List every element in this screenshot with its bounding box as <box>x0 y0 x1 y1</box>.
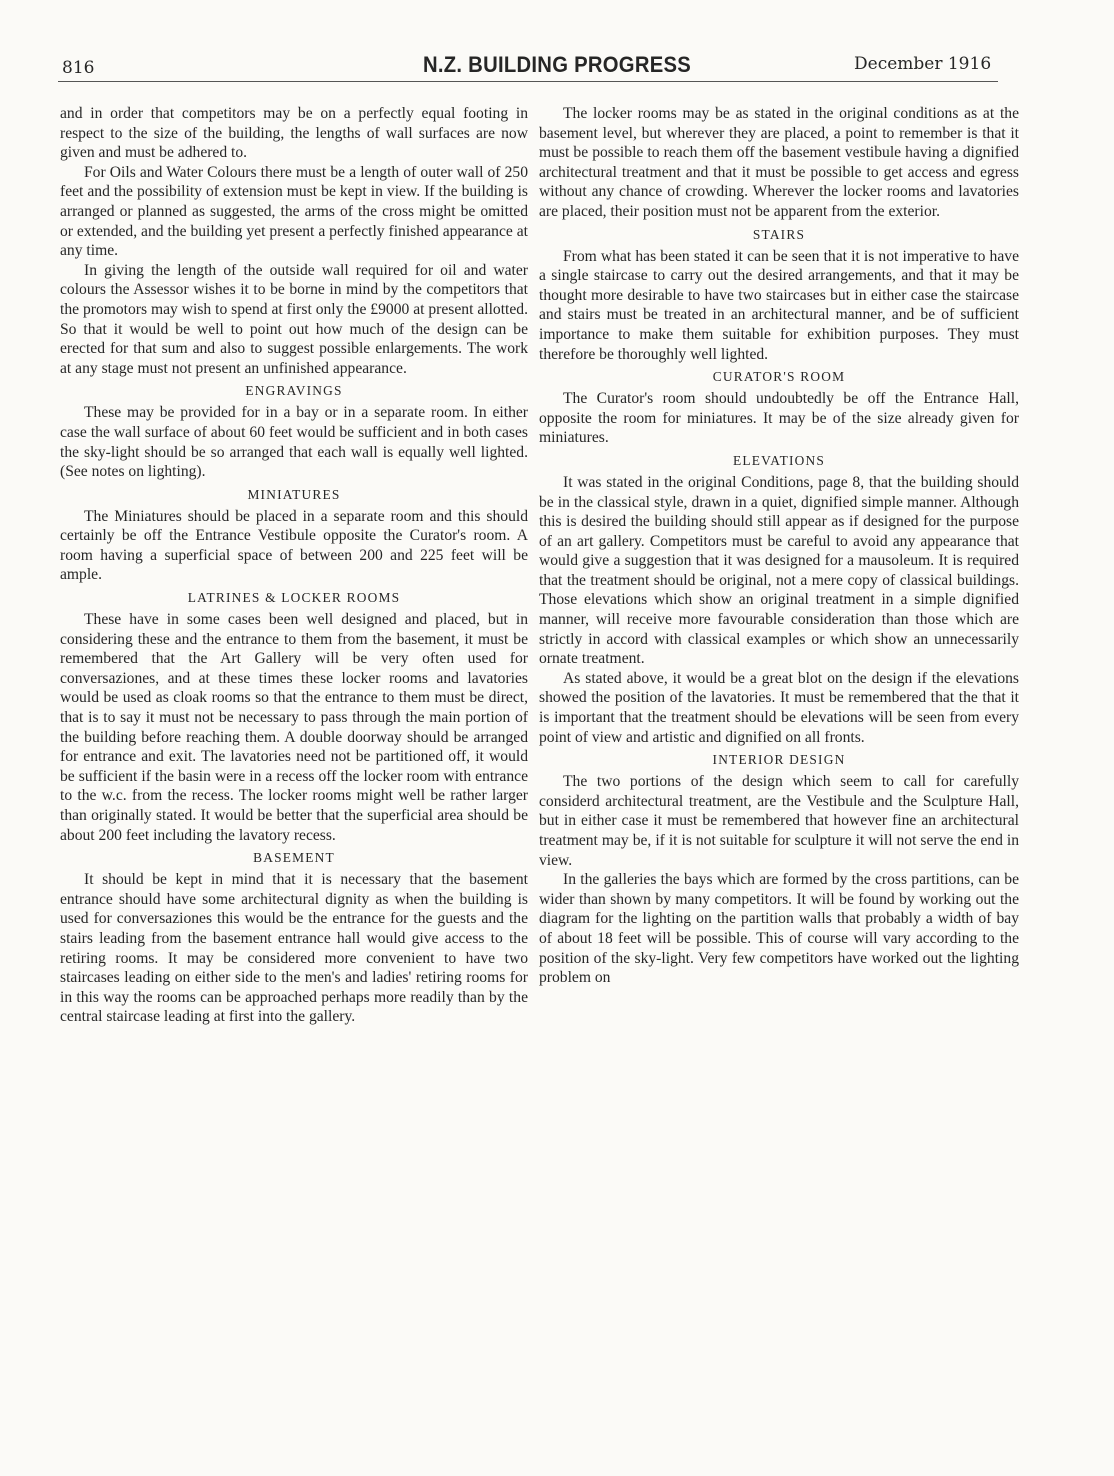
issue-date: December 1916 <box>854 54 992 74</box>
paragraph: and in order that competitors may be on a perfectly equal footing in respect to the size of the building, the lengths of wall surfaces are now given and must be adhered to. <box>60 105 528 162</box>
paragraph: For Oils and Water Colours there must be a length of outer wall of 250 feet and the possibility of extension must be kept in view. If the building is arranged or planned as suggested, the arms of the cross might be omitted or extended, and the building yet present a perfectly finished appearance at any time. <box>60 163 528 260</box>
paragraph: In the galleries the bays which are formed by the cross partitions, can be wider than shown by many competitors. It will be found by working out the diagram for the lighting on the partition walls that probably a width of bay of about 18 feet will be possible. This of course will vary according to the position of the sky-light. Very few competitors have worked out the lighting problem on <box>539 871 1019 987</box>
section-heading-curator: CURATOR'S ROOM <box>712 369 846 385</box>
paragraph: The locker rooms may be as stated in the original conditions as at the basement level, but wherever they are placed, a point to remember is that it must be possible to reach them off the basement vestibule having a dignified architectural treatment and that it must be possible to get access and egress without any chance of crowding. Wherever the locker rooms and lavatories are placed, their position must not be apparent from the exterior. <box>539 105 1019 220</box>
section-heading-engravings: ENGRAVINGS <box>245 383 343 399</box>
section-heading-interior-design: INTERIOR DESIGN <box>712 752 846 768</box>
section-heading-basement: BASEMENT <box>253 850 335 866</box>
right-column <box>539 104 1019 988</box>
section-heading-latrines: LATRINES & LOCKER ROOMS <box>187 590 401 606</box>
paragraph: As stated above, it would be a great blot on the design if the elevations showed the position of the lavatories. It must be remembered that the that it is important that the treatment should be elevations will be seen from every point of view and artistic and dignified on all fronts. <box>539 669 1019 746</box>
paragraph: These have in some cases been well designed and placed, but in considering these and the entrance to them from the basement, it must be remembered that the Art Gallery will be very often used for conversaziones, and at these times these locker rooms and lavatories would be used as cloak rooms so that the entrance to them must be direct, that is to say it must not be necessary to pass through the main portion of the building before reaching them. A double doorway should be arranged for entrance and exit. The lavatories need not be partitioned off, it would be sufficient if the basin were in a recess off the locker room with entrance to the w.c. from the recess. The locker rooms might well be rather larger than originally stated. It would be better that the superficial area should be about 200 feet including the lavatory recess. <box>60 611 528 844</box>
section-heading-elevations: ELEVATIONS <box>732 452 826 468</box>
page-header <box>0 50 1114 84</box>
section-heading-miniatures: MINIATURES <box>247 486 341 502</box>
paragraph: It was stated in the original Conditions, page 8, that the building should be in the classical style, drawn in a quiet, dignified simple manner. Although this is desired the building should still appear as if designed for the purpose of an art gallery. Competitors must be careful to avoid any appearance that would give a suggestion that it was designed for a mausoleum. It is required that the treatment should be original, not a mere copy of classical buildings. Those elevations which show an original treatment in a simple dignified manner, will receive more favourable consideration than those which are strictly in accord with classical examples or which show an unnecessarily ornate treatment. <box>539 473 1019 668</box>
paragraph: In giving the length of the outside wall required for oil and water colours the Assessor wishes it to be borne in mind by the competitors that the promotors may wish to spend at first only the £9000 at present allotted. So that it would be well to point out how much of the design can be erected for that sum and also to suggest possible enlargements. The work at any stage must not present an unfinished appearance. <box>60 261 528 377</box>
paragraph: These may be provided for in a bay or in a separate room. In either case the wall surface of about 60 feet would be sufficient and in both cases the sky-light should be so arranged that each wall is equally well lighted. (See notes on lighting). <box>60 404 528 481</box>
publication-title: N.Z. BUILDING PROGRESS <box>422 52 692 77</box>
section-heading-stairs: STAIRS <box>752 226 806 242</box>
paragraph: The Curator's room should undoubtedly be off the Entrance Hall, opposite the room for miniatures. It may be of the size already given for miniatures. <box>539 390 1019 447</box>
header-rule <box>58 81 998 82</box>
paragraph: The two portions of the design which seem to call for carefully considerd architectural treatment, are the Vestibule and the Sculpture Hall, but in either case it must be remembered that however fine an architectural treatment may be, if it is not suitable for sculpture it will not serve the end in view. <box>539 773 1019 869</box>
page-number: 816 <box>62 58 95 78</box>
paragraph: It should be kept in mind that it is necessary that the basement entrance should have some architectural dignity as when the building is used for conversaziones this would be the entrance for the guests and the stairs leading from the basement entrance hall would give access to the retiring rooms. It may be considered more convenient to have two staircases leading on either side to the men's and ladies' retiring rooms for in this way the rooms can be approached perhaps more readily than by the central staircase leading at first into the gallery. <box>60 871 528 1026</box>
left-column <box>60 104 528 1027</box>
paragraph: The Miniatures should be placed in a separate room and this should certainly be off the Entrance Vestibule opposite the Curator's room. A room having a superficial space of between 200 and 225 feet will be ample. <box>60 507 528 584</box>
paragraph: From what has been stated it can be seen that it is not imperative to have a single staircase to carry out the desired arrangements, and that it may be thought more desirable to have two staircases but in either case the staircase and stairs must be treated in an architectural manner, and be of sufficient importance to make them suitable for exhibition purposes. They must therefore be thoroughly well lighted. <box>539 247 1019 363</box>
